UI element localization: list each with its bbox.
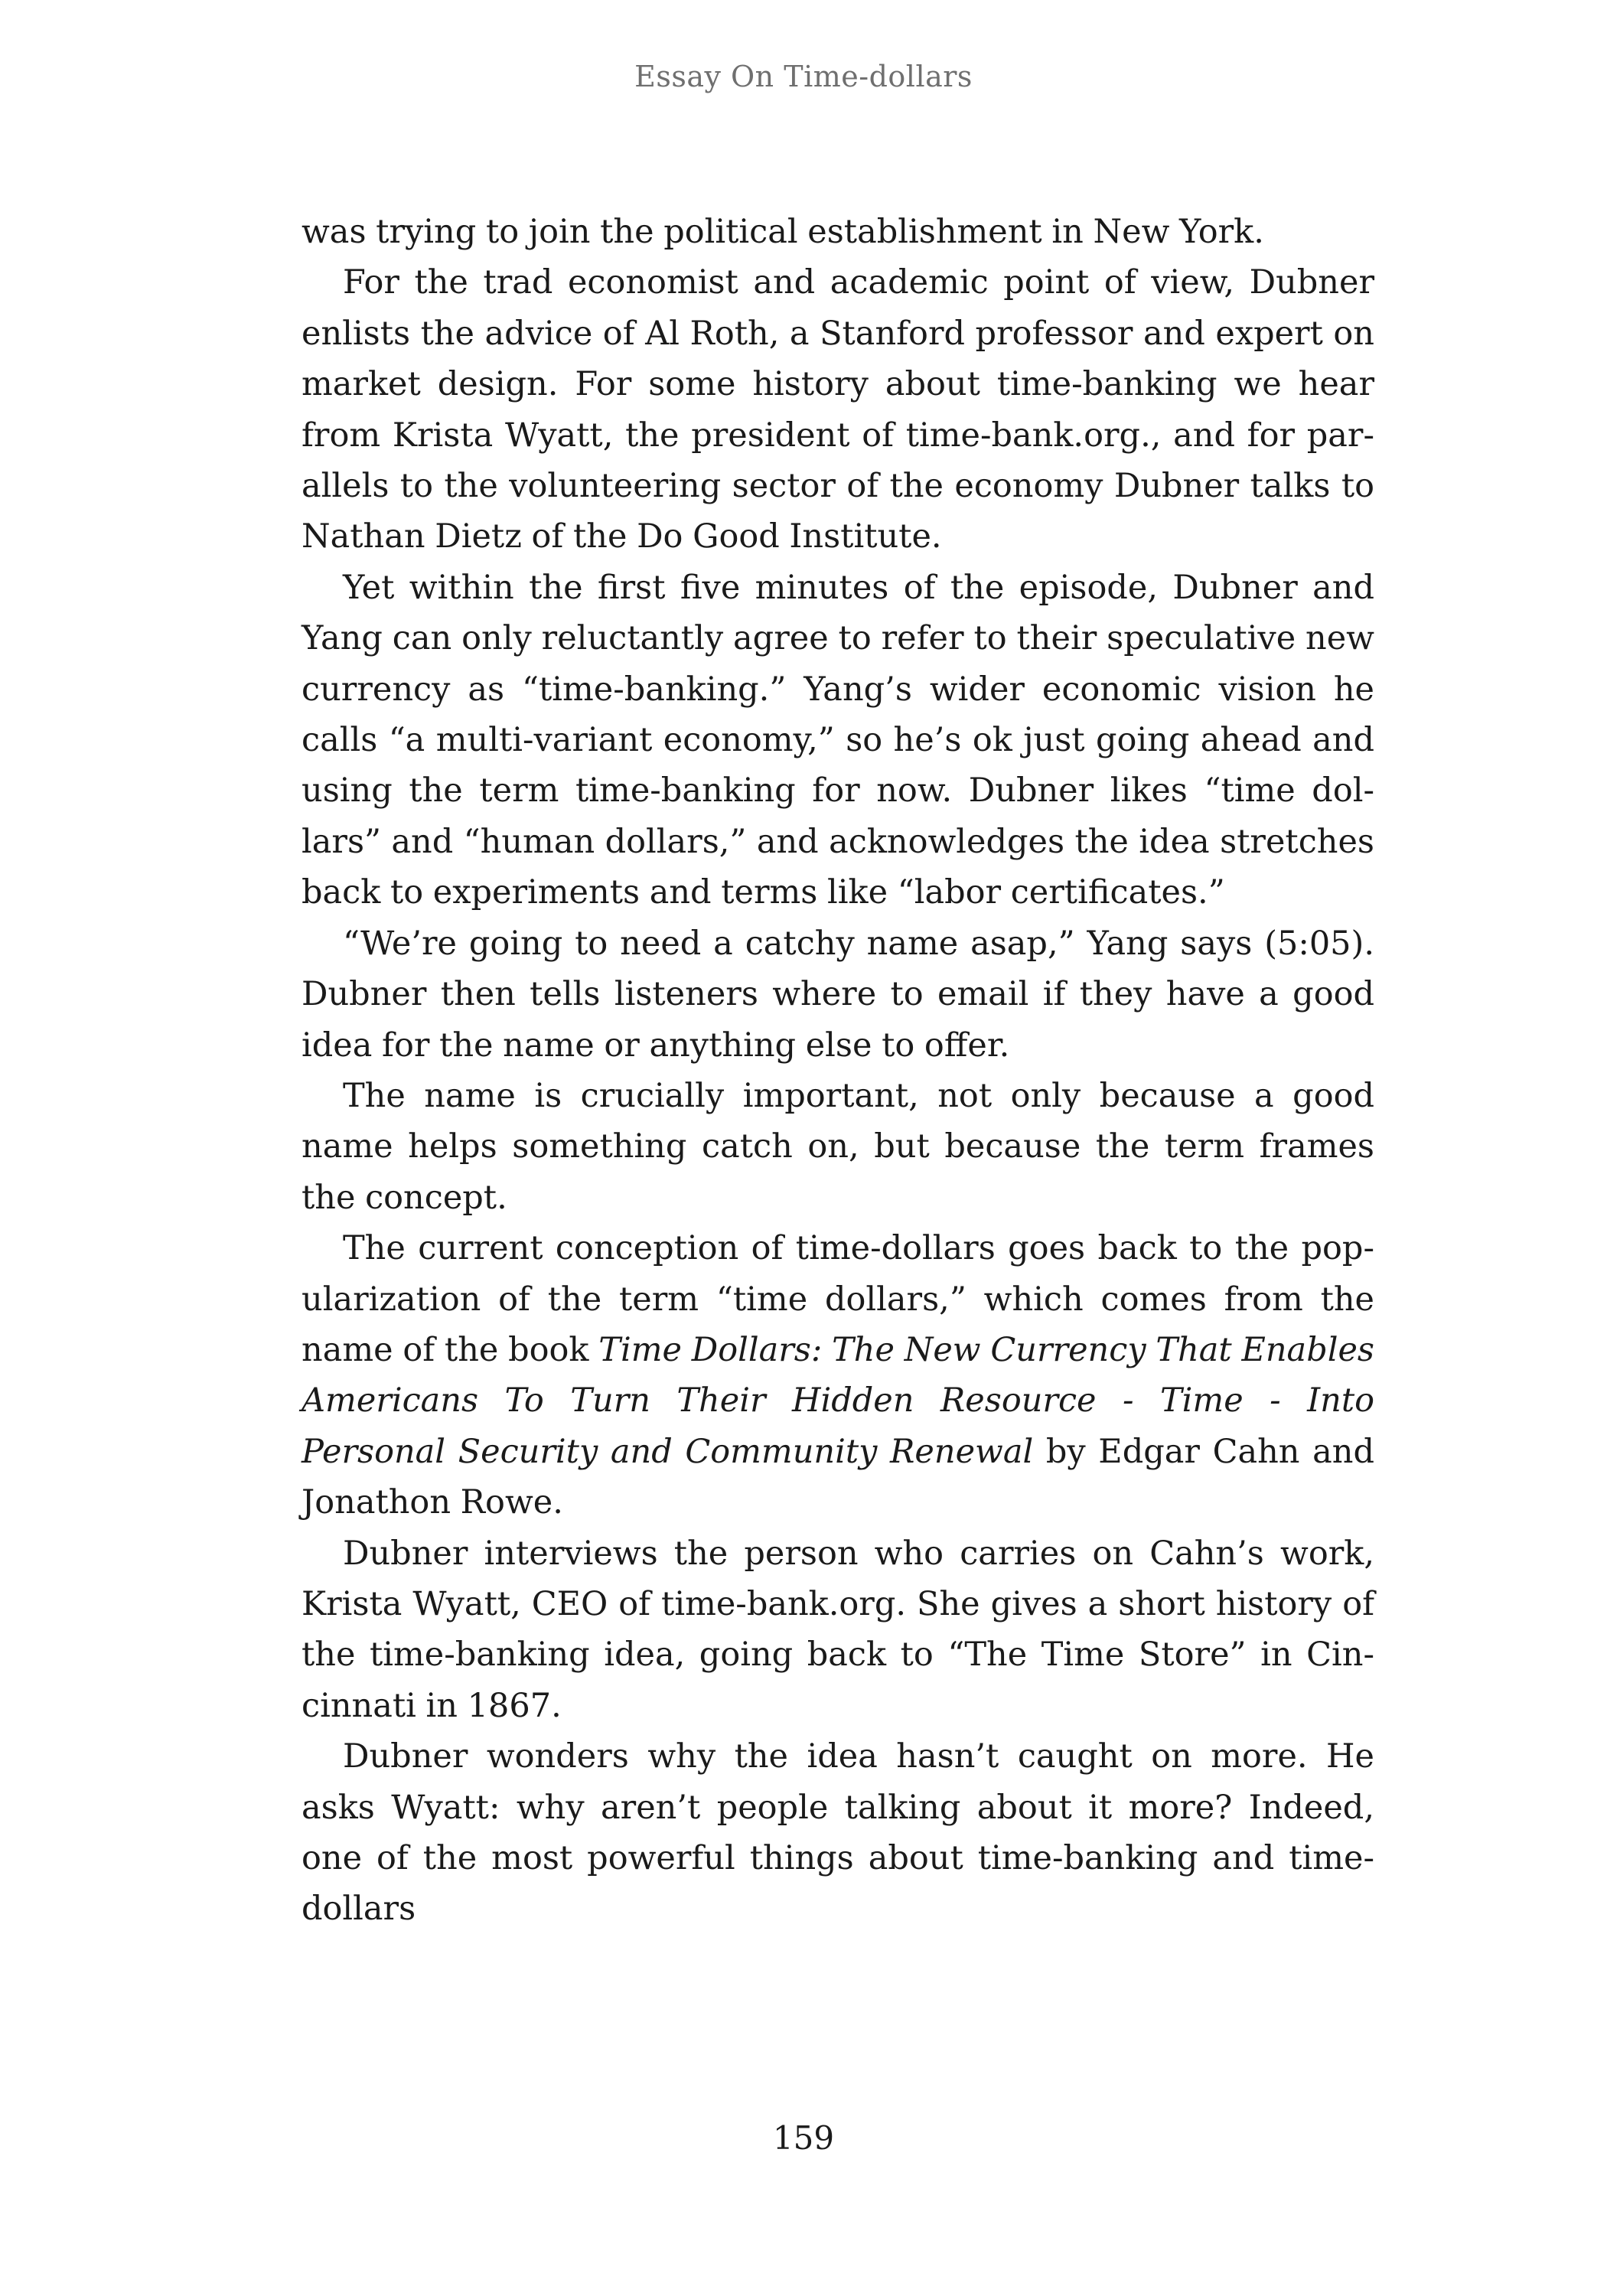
paragraph	[302, 1223, 1374, 1528]
running-header: Essay On Time-dollars	[634, 60, 973, 93]
paragraph: For the trad economist and academic point of view, Dubner enlists the advice of Al Roth, a Stanford professor and expert on market design. For some history about time-banking we hear from Krista Wyatt, the president of time-bank.org., and for parallels to the volunteering sector of the economy Dubner talks to Nathan Dietz of the Do Good Institute.	[302, 263, 1374, 556]
paragraph-continued: was trying to join the political establishment in New York.	[302, 213, 1264, 251]
paragraph: “We’re going to need a catchy name asap,” Yang says (5:05). Dubner then tells listeners where to email if they have a good idea for the name or anything else to offer.	[302, 924, 1374, 1065]
paragraph: Dubner wonders why the idea hasn’t caught on more. He asks Wyatt: why aren’t people talking about it more? Indeed, one of the most powerful things about time-banking and time-dollars	[302, 1737, 1374, 1929]
body-text	[302, 207, 1374, 1935]
paragraph-text: The current conception of time-dollars goes back to the popularization of the term “time dollars,” which comes from the name of the book	[302, 1229, 1374, 1369]
book-title: Time Dollars: The New Currency That Enables Americans To Turn Their Hidden Resource - Time - Into Personal Security and Community Renewal	[302, 1330, 1374, 1471]
paragraph: Dubner interviews the person who carries on Cahn’s work, Krista Wyatt, CEO of time-bank.org. She gives a short history of the time-banking idea, going back to “The Time Store” in Cincinnati in 1867.	[302, 1534, 1374, 1725]
paragraph: Yet within the first five minutes of the episode, Dubner and Yang can only reluctantly agree to refer to their speculative new currency as “time-banking.” Yang’s wider economic vision he calls “a multi-variant economy,” so he’s ok just going ahead and using the term time-banking for now. Dubner likes “time dollars” and “human dollars,” and acknowledges the idea stretches back to experiments and terms like “labor certificates.”	[302, 568, 1374, 912]
page-number: 159	[772, 2119, 835, 2157]
paragraph: The name is crucially important, not only because a good name helps something catch on, but because the term frames the concept.	[302, 1076, 1374, 1217]
paragraph-text: by Edgar Cahn and Jonathon Rowe.	[302, 1432, 1374, 1522]
